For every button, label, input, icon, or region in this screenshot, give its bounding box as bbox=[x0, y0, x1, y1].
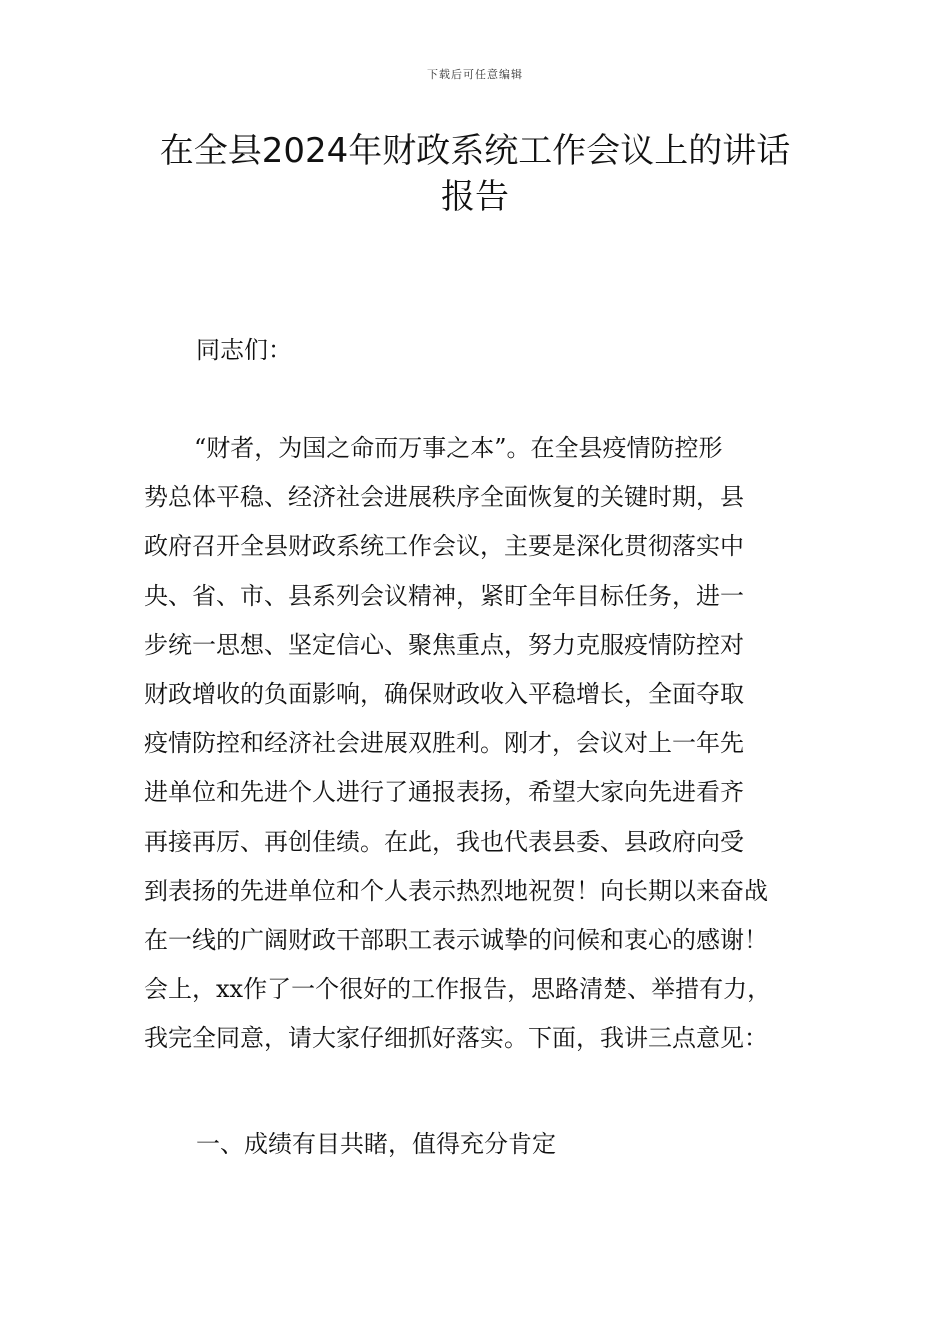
paragraph-line: 到表扬的先进单位和个人表示热烈地祝贺！向长期以来奋战 bbox=[144, 876, 768, 905]
paragraph-line: 在一线的广阔财政干部职工表示诚挚的问候和衷心的感谢！ bbox=[144, 925, 768, 954]
paragraph-line: 央、省、市、县系列会议精神，紧盯全年目标任务，进一 bbox=[144, 581, 744, 610]
title-line-1: 在全县2024年财政系统工作会议上的讲话 bbox=[159, 131, 791, 171]
document-title bbox=[120, 128, 830, 220]
paragraph-line: 政府召开全县财政系统工作会议，主要是深化贯彻落实中 bbox=[144, 532, 744, 561]
body-paragraph bbox=[144, 432, 814, 1071]
paragraph-line: 势总体平稳、经济社会进展秩序全面恢复的关键时期，县 bbox=[144, 483, 744, 512]
paragraph-line: 财政增收的负面影响，确保财政收入平稳增长，全面夺取 bbox=[144, 679, 744, 708]
paragraph-line: 再接再厉、再创佳绩。在此，我也代表县委、县政府向受 bbox=[144, 827, 744, 856]
paragraph-line: 我完全同意，请大家仔细抓好落实。下面，我讲三点意见： bbox=[144, 1024, 768, 1053]
section-heading: 一、成绩有目共睹，值得充分肯定 bbox=[196, 1130, 556, 1158]
paragraph-line: 会上，xx作了一个很好的工作报告，思路清楚、举措有力， bbox=[144, 975, 772, 1004]
paragraph-line: 进单位和先进个人进行了通报表扬，希望大家向先进看齐 bbox=[144, 778, 744, 807]
paragraph-line: 步统一思想、坚定信心、聚焦重点，努力克服疫情防控对 bbox=[144, 630, 744, 659]
salutation: 同志们： bbox=[196, 336, 292, 364]
paragraph-line: 疫情防控和经济社会进展双胜利。刚才，会议对上一年先 bbox=[144, 729, 744, 758]
header-note: 下载后可任意编辑 bbox=[427, 68, 523, 81]
paragraph-line: “财者，为国之命而万事之本”。在全县疫情防控形 bbox=[194, 434, 723, 462]
title-line-2: 报告 bbox=[441, 177, 509, 217]
